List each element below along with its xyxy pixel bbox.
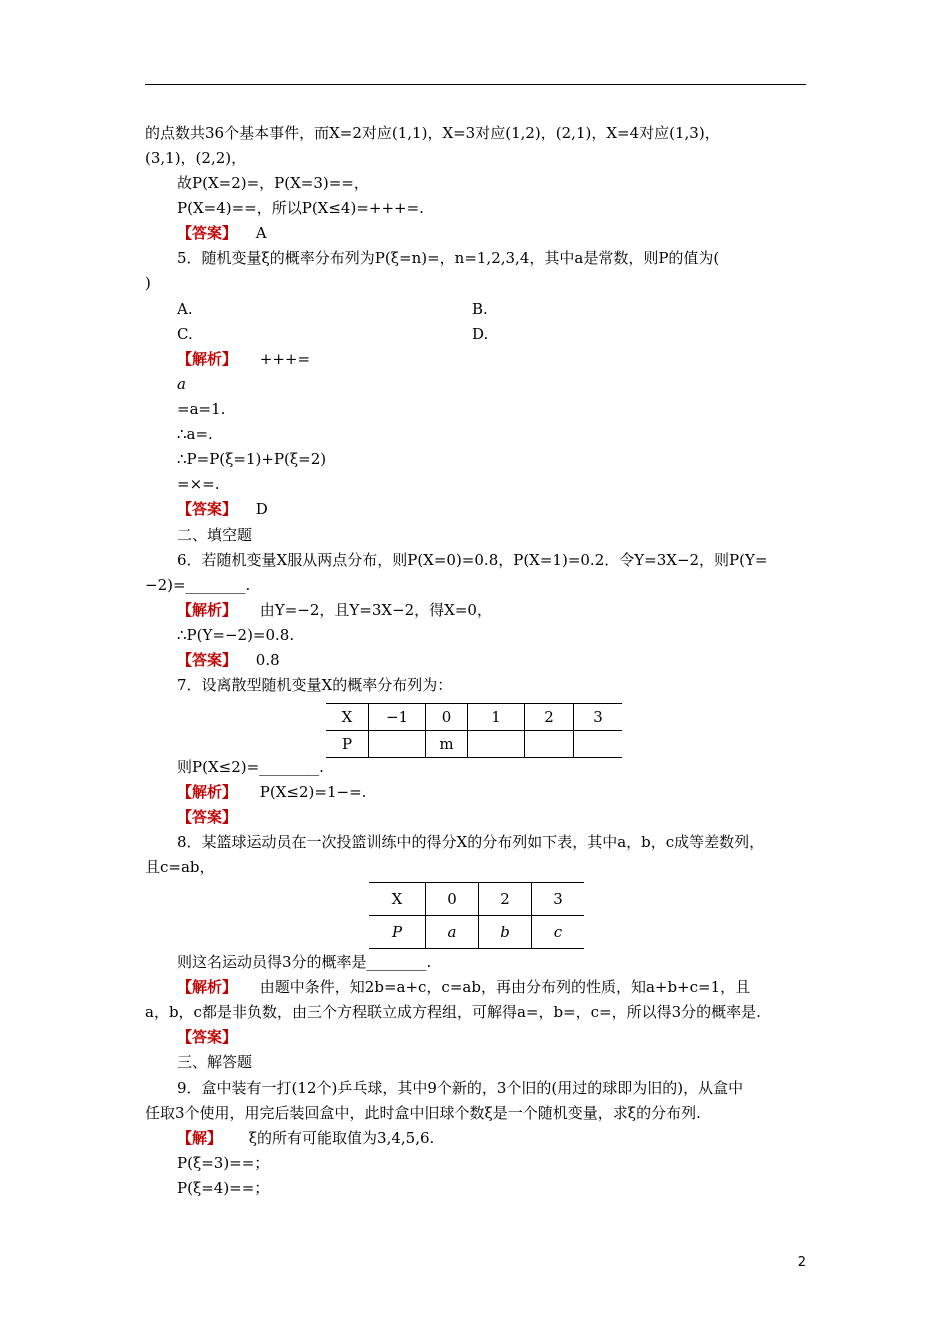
option-a: A. (177, 300, 193, 318)
question-5: 5．随机变量ξ的概率分布列为P(ξ=n)=，n=1,2,3,4，其中a是常数，则P的值为( (177, 249, 720, 267)
text-line (177, 374, 186, 394)
answer-tag: 【答案】 (177, 1028, 238, 1046)
text-line: ∴P(Y=−2)=0.8. (177, 626, 295, 644)
analysis-tag: 【解析】 (177, 350, 238, 368)
answer-line (177, 807, 237, 827)
table-cell: −1 (369, 704, 426, 731)
answer-value: 0.8 (255, 651, 280, 669)
table-cell: X (326, 704, 369, 731)
answer-value: D (255, 500, 268, 518)
table-cell: P (326, 731, 369, 758)
table-cell (468, 731, 525, 758)
analysis-line (177, 977, 750, 997)
analysis-tag: 【解析】 (177, 978, 238, 996)
math-text: a (177, 375, 186, 393)
analysis-text: 由Y=−2，且Y=3X−2，得X=0， (259, 601, 492, 619)
table-cell (426, 916, 479, 949)
table-cell: 3 (532, 883, 585, 916)
answer-line (177, 650, 280, 670)
table-cell (369, 731, 426, 758)
table-row (326, 704, 622, 731)
analysis-tag: 【解析】 (177, 601, 238, 619)
analysis-tag: 【解析】 (177, 783, 238, 801)
text-line: P(ξ=4)==； (177, 1179, 270, 1197)
text-line: 且c=ab， (145, 858, 215, 876)
text-line: ) (145, 274, 151, 292)
answer-tag: 【答案】 (177, 224, 238, 242)
answer-line (177, 1027, 237, 1047)
table-cell: 2 (479, 883, 532, 916)
table-cell (525, 731, 574, 758)
header-rule (145, 84, 806, 85)
text-line: =a=1. (177, 400, 226, 418)
page-number: 2 (797, 1255, 806, 1270)
table-row (369, 916, 584, 949)
table-row (326, 731, 622, 758)
text-line: 则这名运动员得3分的概率是________. (177, 953, 432, 971)
table-cell (479, 916, 532, 949)
answer-line (177, 223, 267, 243)
question-7: 7．设离散型随机变量X的概率分布列为： (177, 676, 453, 694)
answer-line (177, 499, 268, 519)
text-line: 则P(X≤2)=________. (177, 758, 324, 776)
text-line: ∴P=P(ξ=1)+P(ξ=2) (177, 450, 327, 468)
analysis-text: 由题中条件，知2b=a+c，c=ab，再由分布列的性质，知a+b+c=1，且 (259, 978, 751, 996)
question-9: 9．盒中装有一打(12个)乒乓球，其中9个新的，3个旧的(用过的球即为旧的)，从盒中 (177, 1079, 744, 1097)
table-cell (532, 916, 585, 949)
table-cell: 1 (468, 704, 525, 731)
section-heading: 二、填空题 (177, 526, 253, 544)
text-line: (3,1)，(2,2)， (145, 149, 247, 167)
table-cell: 0 (426, 704, 468, 731)
cell-text: P (391, 923, 403, 941)
cell-text: a (447, 923, 457, 941)
table-cell: X (369, 883, 426, 916)
option-d: D. (472, 325, 489, 343)
question-6: 6．若随机变量X服从两点分布，则P(X=0)=0.8，P(X=1)=0.2．令Y=3X−2，则P(Y= (177, 551, 768, 569)
text-line: P(X=4)==，所以P(X≤4)=+++=. (177, 199, 424, 217)
text-line: a，b，c都是非负数，由三个方程联立成方程组，可解得a=，b=，c=，所以得3分的概率是. (145, 1003, 761, 1021)
option-b: B. (472, 300, 488, 318)
table-cell: 0 (426, 883, 479, 916)
table-cell (574, 731, 623, 758)
text-line: ∴a=. (177, 425, 213, 443)
analysis-line (177, 600, 492, 620)
table-row (369, 883, 584, 916)
table-cell: 2 (525, 704, 574, 731)
answer-tag: 【答案】 (177, 651, 238, 669)
analysis-line (177, 782, 366, 802)
analysis-line (177, 349, 310, 369)
analysis-text: P(X≤2)=1−=. (259, 783, 367, 801)
table-cell: 3 (574, 704, 623, 731)
text-line: 故P(X=2)=，P(X=3)==， (177, 174, 369, 192)
question-8: 8．某篮球运动员在一次投篮训练中的得分X的分布列如下表，其中a，b，c成等差数列， (177, 833, 765, 851)
table-cell (369, 916, 426, 949)
solution-text: ξ的所有可能取值为3,4,5,6. (248, 1129, 435, 1147)
cell-text: c (553, 923, 563, 941)
cell-text: b (500, 923, 510, 941)
text-line: =×=. (177, 475, 220, 493)
table-cell: m (426, 731, 468, 758)
text-line: P(ξ=3)==； (177, 1154, 270, 1172)
answer-value: A (255, 224, 267, 242)
section-heading: 三、解答题 (177, 1053, 253, 1071)
text-line: 的点数共36个基本事件，而X=2对应(1,1)，X=3对应(1,2)，(2,1)，X=4对应(1,3)， (145, 124, 720, 142)
solution-line (177, 1128, 434, 1148)
option-c: C. (177, 325, 193, 343)
text-line: −2)=________. (145, 576, 251, 594)
distribution-table-7 (326, 703, 622, 758)
analysis-text: +++= (259, 350, 311, 368)
distribution-table-8 (369, 882, 584, 949)
answer-tag: 【答案】 (177, 808, 238, 826)
text-line: 任取3个使用，用完后装回盒中，此时盒中旧球个数ξ是一个随机变量，求ξ的分布列. (145, 1104, 701, 1122)
solution-tag: 【解】 (177, 1129, 223, 1147)
answer-tag: 【答案】 (177, 500, 238, 518)
